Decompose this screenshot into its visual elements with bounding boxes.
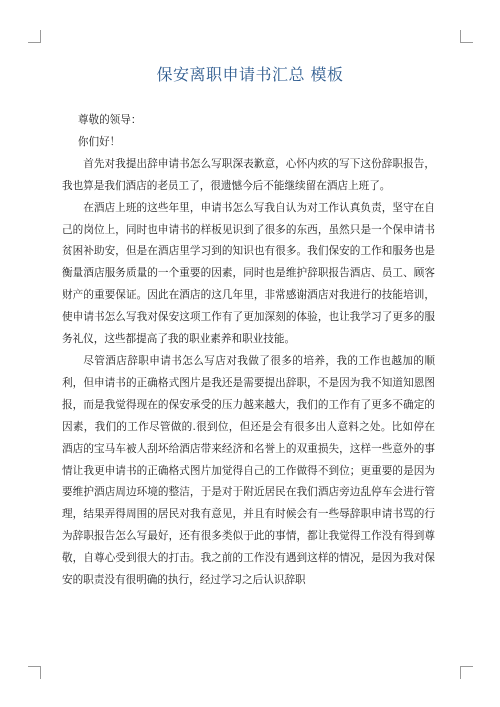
- document-body: [62, 110, 435, 592]
- greeting: 你们好！: [77, 135, 121, 148]
- crop-mark-bottom-left: [28, 666, 41, 679]
- paragraph-3: 尽管酒店辞职申请书怎么写店对我做了很多的培养，我的工作也越加的顺利，但申请书的正确格式图片是我还是需要提出辞职，不是因为我不知道知恩图报，而是我觉得现在的保安承受的压力越来越大，我们的工作有了更多不确定的因素，我们的工作尽管做的.很到位，但还是会有很多出人意料之处。比如停在酒店的宝马车被人刮坏给酒店带来经济和名誉上的双重损失，这样一些意外的事情让我更申请书的正确格式图片加觉得自己的工作做得不到位；更重要的是因为要维护酒店周边环境的整洁，于是对于附近居民在我们酒店旁边乱停车会进行管理，结果弄得周围的居民对我有意见，并且有时候会有一些辱辞职申请书骂的行为辞职报告怎么写最好，还有很多类似于此的事情，都让我觉得工作没有得到尊敬，自尊心受到很大的打击。我之前的工作没有遇到这样的情况，是因为我对保安的职责没有很明确的执行，经过学习之后认识辞职: [62, 354, 435, 587]
- crop-mark-top-left: [28, 30, 41, 43]
- paragraph-2: 在酒店上班的这些年里，申请书怎么写我自认为对工作认真负责，坚守在自己的岗位上，同时也申请书的样板见识到了很多的东西，虽然只是一个保申请书贫困补助安，但是在酒店里学习到的知识也有很多。我们保安的工作和服务也是衡量酒店服务质量的一个重要的因素，同时也是维护辞职报告酒店、员工、顾客财产的重要保证。因此在酒店的这几年里，非常感谢酒店对我进行的技能培训，使申请书怎么写我对保安这项工作有了更加深刻的体验，也让我学习了更多的服务礼仪，这些都提高了我的职业素养和职业技能。: [62, 201, 435, 346]
- salutation: 尊敬的领导：: [77, 114, 142, 126]
- document-title: 保安离职申请书汇总 模板: [156, 65, 344, 84]
- crop-mark-bottom-right: [460, 666, 473, 679]
- paragraph-1: 首先对我提出辞申请书怎么写职深表歉意，心怀内疚的写下这份辞职报告，我也算是我们酒店的老员工了，很遗憾今后不能继续留在酒店上班了。: [62, 157, 435, 192]
- crop-mark-top-right: [460, 30, 473, 43]
